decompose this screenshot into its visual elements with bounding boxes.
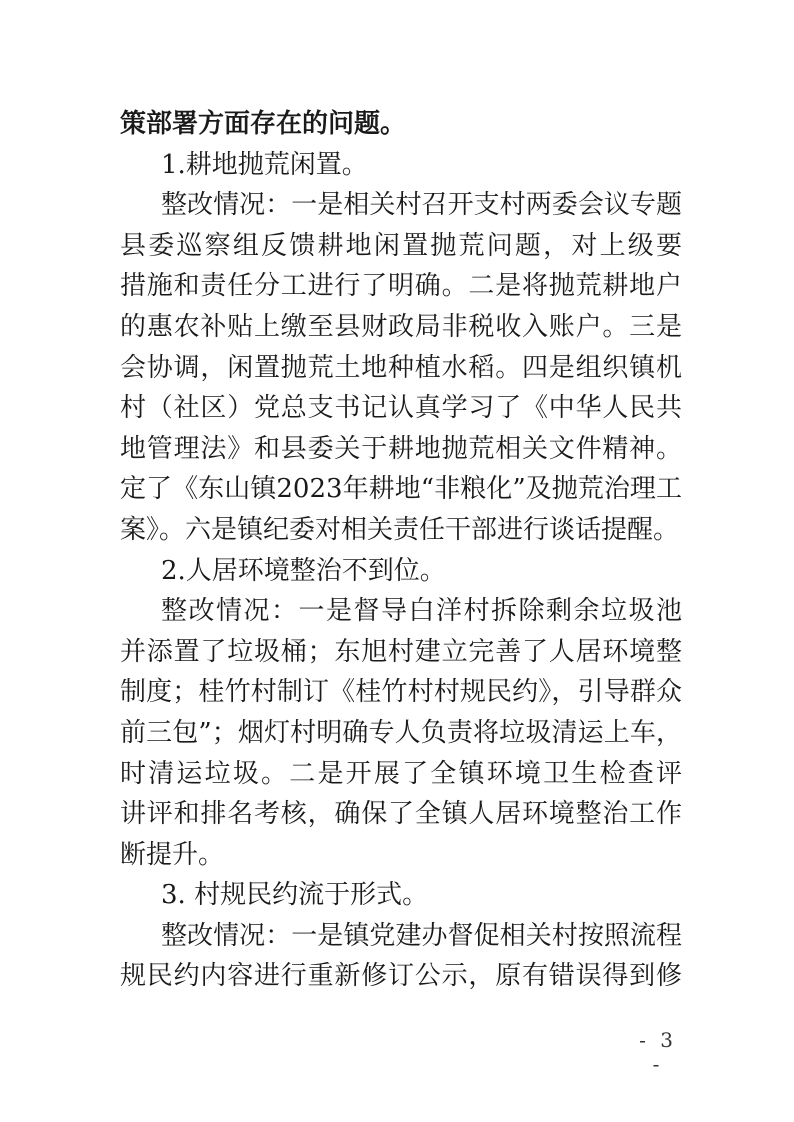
- document-body: [120, 104, 682, 997]
- paragraph-rectification-1: [120, 185, 682, 550]
- page-number: - 3 -: [639, 1028, 677, 1076]
- text-line: 整改情况：一是相关村召开支村两委会议专题: [161, 190, 682, 221]
- text-line: 时清运垃圾。二是开展了全镇环境卫生检查评: [120, 758, 682, 789]
- text-line: 整改情况：一是督导白洋村拆除剩余垃圾池: [161, 596, 682, 627]
- text-line: 制度；桂竹村制订《桂竹村村规民约》，引导群众: [120, 677, 682, 708]
- paragraph-rectification-2: [120, 591, 682, 875]
- section-heading-3: 3. 村规民约流于形式。: [161, 880, 429, 911]
- text-line: 规民约内容进行重新修订公示，原有错误得到修: [120, 961, 682, 992]
- text-line: 地管理法》和县委关于耕地抛荒相关文件精神。: [120, 433, 682, 464]
- text-line: 会协调，闲置抛荒土地种植水稻。四是组织镇机: [120, 352, 682, 383]
- text-line: 的惠农补贴上缴至县财政局非税收入账户。三是: [120, 311, 682, 342]
- text-line: 村（社区）党总支书记认真学习了《中华人民共: [120, 393, 682, 424]
- paragraph-continuation: 策部署方面存在的问题。: [120, 109, 407, 139]
- text-line: 案》。六是镇纪委对相关责任干部进行谈话提醒。: [120, 514, 680, 545]
- section-heading-2: 2.人居环境整治不到位。: [161, 555, 446, 586]
- text-line: 措施和责任分工进行了明确。二是将抛荒耕地户: [120, 271, 682, 302]
- paragraph-rectification-3: [120, 916, 682, 997]
- text-line: 讲评和排名考核，确保了全镇人居环境整治工作: [120, 799, 682, 830]
- section-heading-1: 1.耕地抛荒闲置。: [161, 149, 368, 180]
- text-line: 断提升。: [120, 839, 225, 870]
- text-line: 并添置了垃圾桶；东旭村建立完善了人居环境整: [120, 636, 682, 667]
- text-line: 整改情况：一是镇党建办督促相关村按照流程: [161, 920, 682, 951]
- text-line: 定了《东山镇2023年耕地“非粮化”及抛荒治理工: [120, 474, 682, 505]
- text-line: 县委巡察组反馈耕地闲置抛荒问题，对上级要: [120, 230, 682, 261]
- text-line: 前三包”；烟灯村明确专人负责将垃圾清运上车，: [120, 717, 682, 748]
